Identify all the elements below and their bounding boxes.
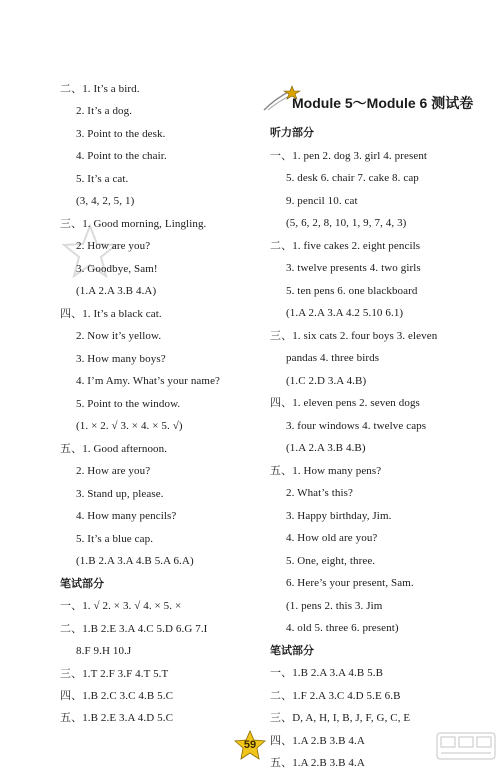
answer-line: 一、1. pen 2. dog 3. girl 4. present (270, 150, 428, 162)
answer-line: 9. pencil 10. cat (286, 195, 358, 207)
answer-line: 3. Point to the desk. (76, 128, 166, 140)
answer-line: 5. ten pens 6. one blackboard (286, 285, 418, 297)
answer-line: 3. four windows 4. twelve caps (286, 420, 427, 432)
answer-line: 四、1.A 2.B 3.B 4.A (270, 735, 365, 747)
answer-line: 2. How are you? (76, 240, 151, 252)
answer-line: 5. It’s a blue cap. (76, 533, 154, 545)
answer-line: 二、1. five cakes 2. eight pencils (270, 240, 421, 252)
section-heading: 听力部分 (270, 127, 314, 139)
answer-line: 3. Happy birthday, Jim. (286, 510, 392, 522)
answer-line: (1.B 2.A 3.A 4.B 5.A 6.A) (76, 555, 194, 567)
answer-line: 二、1.F 2.A 3.C 4.D 5.E 6.B (270, 690, 401, 702)
answer-line: (5, 6, 2, 8, 10, 1, 9, 7, 4, 3) (286, 217, 407, 229)
answer-line: 二、1.B 2.E 3.A 4.C 5.D 6.G 7.I (60, 623, 208, 635)
section-heading: 笔试部分 (270, 645, 314, 657)
answer-line: 5. One, eight, three. (286, 555, 376, 567)
answer-line: 2. Now it’s yellow. (76, 330, 162, 342)
answer-line: pandas 4. three birds (286, 352, 380, 364)
answer-line: 二、1. It’s a bird. (60, 83, 140, 95)
answer-line: 4. I’m Amy. What’s your name? (76, 375, 221, 387)
page-number: 59 (243, 739, 257, 751)
answer-line: 3. Stand up, please. (76, 488, 164, 500)
answer-line: 三、1.T 2.F 3.F 4.T 5.T (60, 668, 169, 680)
answer-line: 一、1.B 2.A 3.A 4.B 5.B (270, 667, 384, 679)
answer-line: 3. Goodbye, Sam! (76, 263, 158, 275)
answer-line: 5. It’s a cat. (76, 173, 129, 185)
answer-line: 2. What’s this? (286, 487, 353, 499)
section-heading: 笔试部分 (60, 578, 104, 590)
answer-line: 五、1.A 2.B 3.B 4.A (270, 757, 365, 769)
watermark-logo-icon (436, 732, 496, 760)
answer-line: 五、1. How many pens? (270, 465, 382, 477)
answer-line: (1. × 2. √ 3. × 4. × 5. √) (76, 420, 183, 432)
answer-line: 四、1.B 2.C 3.C 4.B 5.C (60, 690, 174, 702)
answer-line: (3, 4, 2, 5, 1) (76, 195, 135, 207)
answer-line: 五、1.B 2.E 3.A 4.D 5.C (60, 712, 174, 724)
answer-line: 三、D, A, H, I, B, J, F, G, C, E (270, 712, 411, 724)
answer-line: 四、1. It’s a black cat. (60, 308, 162, 320)
answer-line: 2. How are you? (76, 465, 151, 477)
answer-line: 6. Here’s your present, Sam. (286, 577, 414, 589)
answer-line: (1. pens 2. this 3. Jim (286, 600, 383, 612)
answer-line: 4. old 5. three 6. present) (286, 622, 399, 634)
answer-line: 3. How many boys? (76, 353, 166, 365)
answer-line: 5. Point to the window. (76, 398, 181, 410)
module-test-title: Module 5～Module 6 测试卷 (292, 95, 474, 111)
answer-line: (1.A 2.A 3.A 4.2 5.10 6.1) (286, 307, 404, 319)
answer-line: (1.A 2.A 3.B 4.B) (286, 442, 366, 454)
answer-line: (1.C 2.D 3.A 4.B) (286, 375, 367, 387)
answer-line: 4. How old are you? (286, 532, 378, 544)
answer-line: 5. desk 6. chair 7. cake 8. cap (286, 172, 419, 184)
answer-line: 五、1. Good afternoon. (60, 443, 168, 455)
answer-line: 4. How many pencils? (76, 510, 177, 522)
answer-line: (1.A 2.A 3.B 4.A) (76, 285, 157, 297)
answer-line: 2. It’s a dog. (76, 105, 133, 117)
answer-line: 3. twelve presents 4. two girls (286, 262, 421, 274)
answer-line: 一、1. √ 2. × 3. √ 4. × 5. × (60, 600, 182, 612)
answer-line: 三、1. six cats 2. four boys 3. eleven (270, 330, 438, 342)
answer-line: 四、1. eleven pens 2. seven dogs (270, 397, 420, 409)
answer-line: 4. Point to the chair. (76, 150, 167, 162)
answer-line: 三、1. Good morning, Lingling. (60, 218, 207, 230)
answer-line: 8.F 9.H 10.J (76, 645, 132, 657)
